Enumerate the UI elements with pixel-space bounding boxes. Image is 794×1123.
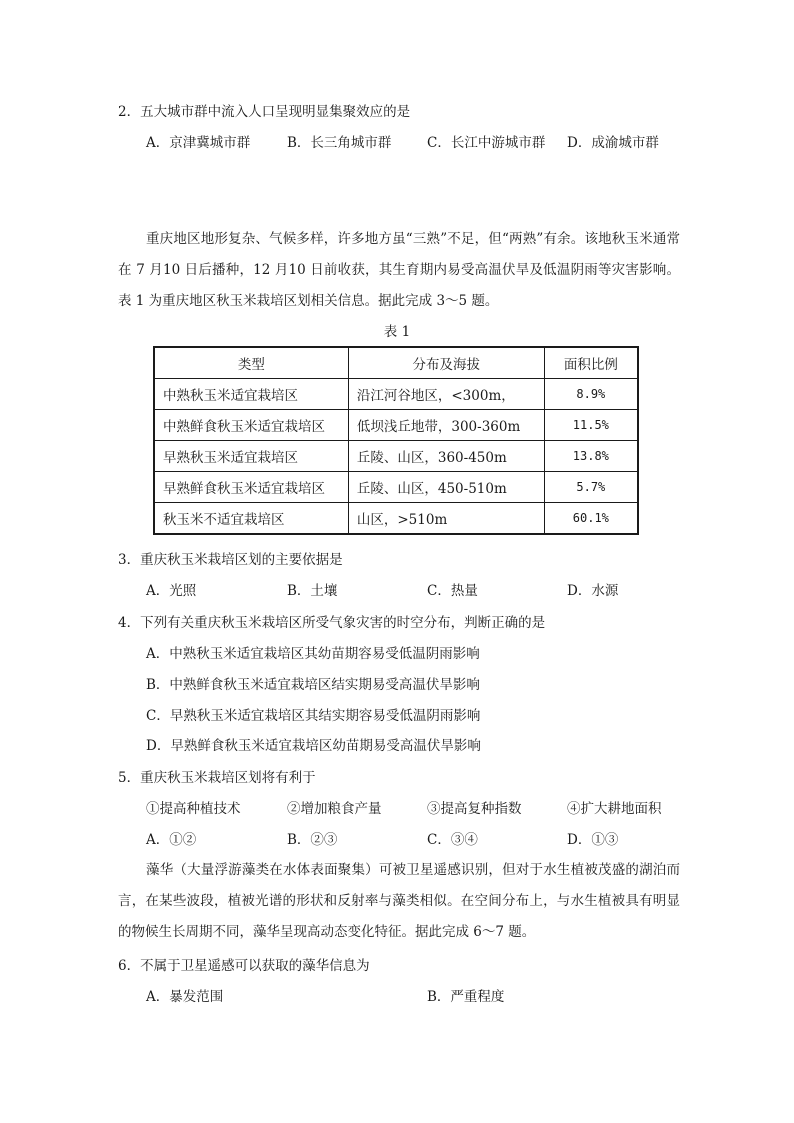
table-cell-ratio: 11.5% xyxy=(544,410,638,441)
table-cell-distribution: 丘陵、山区，450-510m xyxy=(348,472,544,503)
q3-option-a: A．光照 xyxy=(146,583,197,599)
q5-item-3: ③提高复种指数 xyxy=(427,801,522,817)
q3-option-c: C．热量 xyxy=(427,583,478,599)
q5-item-4: ④扩大耕地面积 xyxy=(567,801,662,817)
table-row xyxy=(154,410,638,441)
table-row xyxy=(154,472,638,503)
q6-option-a: A．暴发范围 xyxy=(146,989,224,1005)
table-header-type: 类型 xyxy=(154,347,348,379)
table-row xyxy=(154,503,638,535)
table-cell-type: 秋玉米不适宜栽培区 xyxy=(154,503,348,535)
table-cell-ratio: 13.8% xyxy=(544,441,638,472)
passage-chongqing-corn: 重庆地区地形复杂、气候多样，许多地方虽“三熟”不足，但“两熟”有余。该地秋玉米通常在 7 月10 日后播种，12 月10 日前收获，其生育期内易受高温伏旱及低温阴雨等灾害影响。表 1 为重庆地区秋玉米栽培区划相关信息。据此完成 3～5 题。 xyxy=(118,231,680,309)
table-cell-type: 中熟秋玉米适宜栽培区 xyxy=(154,379,348,410)
q4-option-a: A．中熟秋玉米适宜栽培区其幼苗期容易受低温阴雨影响 xyxy=(146,646,480,662)
q2-option-c: C．长江中游城市群 xyxy=(427,135,546,151)
q4-option-d: D．早熟鲜食秋玉米适宜栽培区幼苗期易受高温伏旱影响 xyxy=(146,738,481,754)
question-5-stem: 5．重庆秋玉米栽培区划将有利于 xyxy=(118,770,316,786)
question-6-stem: 6．不属于卫星遥感可以获取的藻华信息为 xyxy=(118,958,370,974)
table-cell-distribution: 丘陵、山区，360-450m xyxy=(348,441,544,472)
table-1 xyxy=(153,346,639,535)
table-cell-distribution: 低坝浅丘地带，300-360m xyxy=(348,410,544,441)
q3-option-d: D．水源 xyxy=(567,583,619,599)
q5-option-c: C．③④ xyxy=(427,832,478,848)
q2-option-b: B．长三角城市群 xyxy=(287,135,392,151)
q6-option-b: B．严重程度 xyxy=(427,989,505,1005)
q5-option-a: A．①② xyxy=(146,832,197,848)
q5-item-1: ①提高种植技术 xyxy=(146,801,241,817)
table-cell-type: 早熟鲜食秋玉米适宜栽培区 xyxy=(154,472,348,503)
table-cell-ratio: 60.1% xyxy=(544,503,638,535)
passage-algae-bloom: 藻华（大量浮游藻类在水体表面聚集）可被卫星遥感识别，但对于水生植被茂盛的湖泊而言，在某些波段，植被光谱的形状和反射率与藻类相似。在空间分布上，与水生植被具有明显的物候生长周期不同，藻华呈现高动态变化特征。据此完成 6～7 题。 xyxy=(118,862,680,940)
q5-option-d: D．①③ xyxy=(567,832,619,848)
table-cell-distribution: 沿江河谷地区，<300m， xyxy=(348,379,544,410)
q2-option-d: D．成渝城市群 xyxy=(567,135,659,151)
q5-option-b: B．②③ xyxy=(287,832,338,848)
q5-item-2: ②增加粮食产量 xyxy=(287,801,382,817)
table-cell-ratio: 5.7% xyxy=(544,472,638,503)
table-header-row xyxy=(154,347,638,379)
question-4-stem: 4．下列有关重庆秋玉米栽培区所受气象灾害的时空分布，判断正确的是 xyxy=(118,615,546,631)
q3-option-b: B．土壤 xyxy=(287,583,338,599)
table-header-distribution: 分布及海拔 xyxy=(348,347,544,379)
question-3-stem: 3．重庆秋玉米栽培区划的主要依据是 xyxy=(118,552,343,568)
q4-option-c: C．早熟秋玉米适宜栽培区其结实期容易受低温阴雨影响 xyxy=(146,708,481,724)
table-cell-type: 中熟鲜食秋玉米适宜栽培区 xyxy=(154,410,348,441)
q2-option-a: A．京津冀城市群 xyxy=(146,135,251,151)
table-header-area-ratio: 面积比例 xyxy=(544,347,638,379)
table-row xyxy=(154,441,638,472)
question-2-stem: 2．五大城市群中流入人口呈现明显集聚效应的是 xyxy=(118,104,411,120)
q4-option-b: B．中熟鲜食秋玉米适宜栽培区结实期易受高温伏旱影响 xyxy=(146,677,480,693)
table-cell-distribution: 山区，>510m xyxy=(348,503,544,535)
table-cell-ratio: 8.9% xyxy=(544,379,638,410)
table-caption: 表 1 xyxy=(383,324,411,340)
table-cell-type: 早熟秋玉米适宜栽培区 xyxy=(154,441,348,472)
table-row xyxy=(154,379,638,410)
